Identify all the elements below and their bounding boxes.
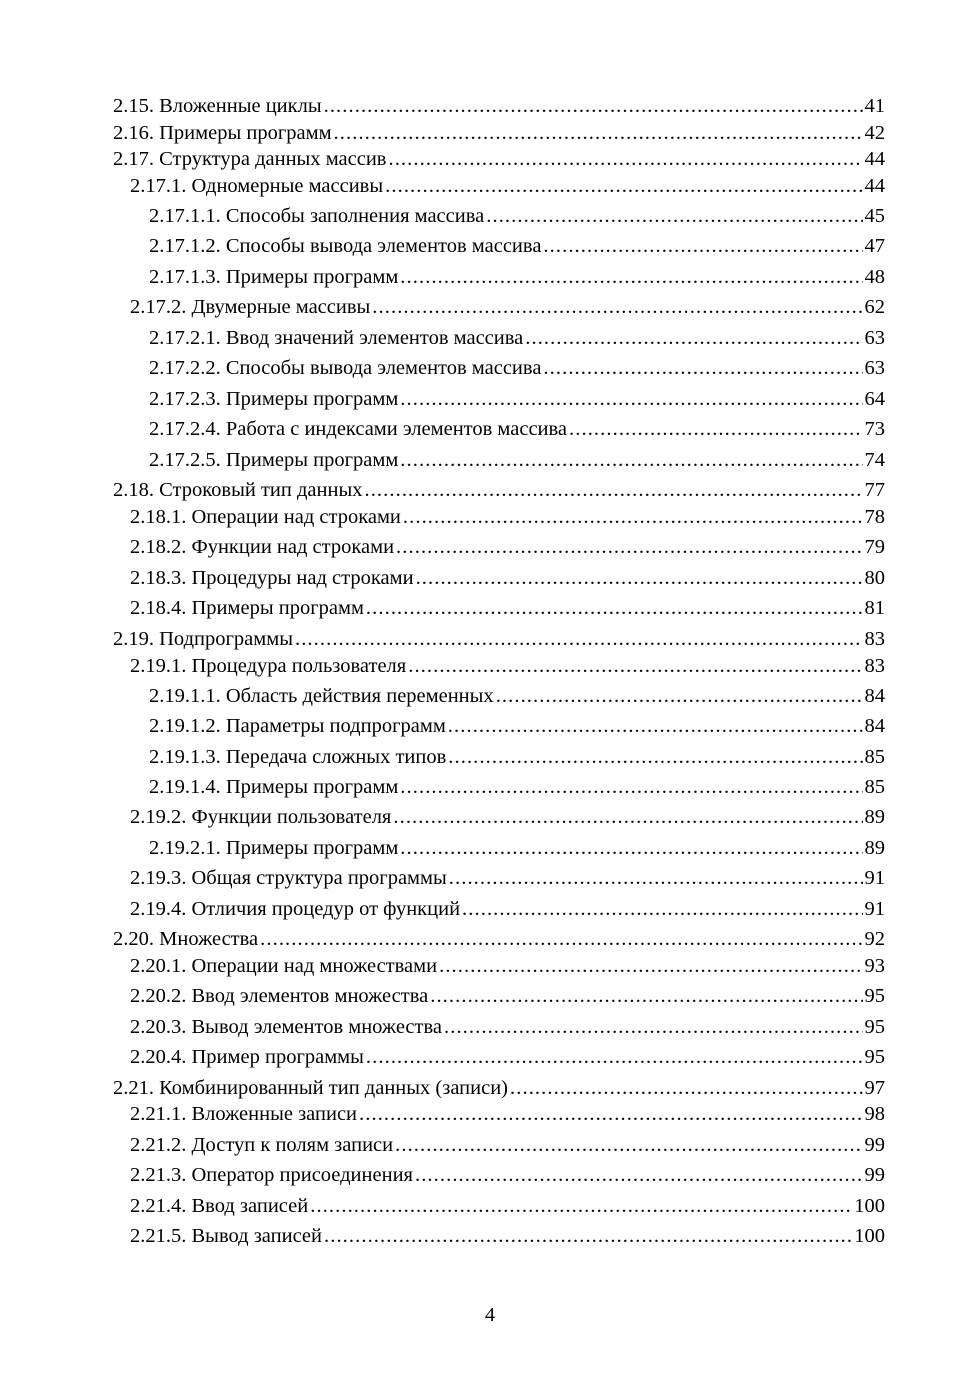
toc-dot-leader xyxy=(366,596,863,620)
toc-entry-title: 2.17.2.4. Работа с индексами элементов массива xyxy=(149,418,568,440)
toc-entry-title: 2.16. Примеры программ xyxy=(113,122,332,144)
toc-entry-title: 2.20.2. Ввод элементов множества xyxy=(130,985,429,1007)
toc-dot-leader xyxy=(393,805,862,829)
toc-dot-leader xyxy=(310,1194,852,1218)
toc-entry-title: 2.20.1. Операции над множествами xyxy=(130,955,438,977)
toc-dot-leader xyxy=(462,897,862,921)
toc-dot-leader xyxy=(366,1045,863,1069)
toc-entry-page: 83 xyxy=(864,655,885,677)
toc-dot-leader xyxy=(449,866,863,890)
toc-dot-leader xyxy=(400,265,862,289)
toc-entry-title: 2.18.3. Процедуры над строками xyxy=(130,567,414,589)
toc-entry-page: 74 xyxy=(864,449,885,471)
toc-entry-page: 44 xyxy=(864,175,885,197)
toc-entry-title: 2.15. Вложенные циклы xyxy=(113,95,322,117)
toc-dot-leader xyxy=(364,478,862,502)
toc-entry-page: 47 xyxy=(864,235,885,257)
toc-entry-title: 2.20.3. Вывод элементов множества xyxy=(130,1016,442,1038)
toc-dot-leader xyxy=(324,94,863,118)
page-number: 4 xyxy=(484,1304,496,1326)
toc-entry-title: 2.18. Строковый тип данных xyxy=(113,479,363,501)
toc-entry-page: 89 xyxy=(864,837,885,859)
toc-entry[interactable] xyxy=(130,174,885,198)
toc-entry[interactable] xyxy=(149,204,885,228)
toc-entry-title: 2.20. Множества xyxy=(113,928,259,950)
toc-entry-title: 2.17.2.3. Примеры программ xyxy=(149,388,399,410)
toc-entry-page: 81 xyxy=(864,597,885,619)
toc-entry-title: 2.17. Структура данных массив xyxy=(113,148,387,170)
toc-entry-page: 63 xyxy=(864,357,885,379)
toc-dot-leader xyxy=(444,1015,863,1039)
toc-entry[interactable] xyxy=(130,866,885,890)
toc-entry[interactable] xyxy=(130,1133,885,1157)
toc-entry-title: 2.21.4. Ввод записей xyxy=(130,1195,309,1217)
toc-dot-leader xyxy=(525,326,862,350)
toc-dot-leader xyxy=(448,714,863,738)
toc-dot-leader xyxy=(395,1133,862,1157)
toc-dot-leader xyxy=(334,121,863,145)
toc-dot-leader xyxy=(400,448,862,472)
toc-entry[interactable] xyxy=(149,417,885,441)
toc-entry[interactable] xyxy=(113,627,885,651)
toc-entry[interactable] xyxy=(130,295,885,319)
toc-entry-page: 95 xyxy=(864,985,885,1007)
toc-dot-leader xyxy=(400,387,862,411)
toc-entry[interactable] xyxy=(130,897,885,921)
toc-entry-page: 45 xyxy=(864,205,885,227)
toc-entry[interactable] xyxy=(149,714,885,738)
toc-dot-leader xyxy=(359,1102,862,1126)
toc-entry[interactable] xyxy=(113,927,885,951)
toc-entry-page: 95 xyxy=(864,1046,885,1068)
toc-entry[interactable] xyxy=(130,1163,885,1187)
toc-entry-title: 2.19.1.4. Примеры программ xyxy=(149,776,399,798)
toc-entry-title: 2.20.4. Пример программы xyxy=(130,1046,364,1068)
toc-entry-title: 2.19.1. Процедура пользователя xyxy=(130,655,407,677)
toc-dot-leader xyxy=(324,1224,852,1248)
toc-entry[interactable] xyxy=(113,121,885,145)
toc-entry-page: 64 xyxy=(864,388,885,410)
toc-dot-leader xyxy=(400,775,862,799)
toc-entry-page: 100 xyxy=(854,1225,885,1247)
toc-entry-page: 80 xyxy=(864,567,885,589)
toc-dot-leader xyxy=(260,927,862,951)
toc-entry-title: 2.19.4. Отличия процедур от функций xyxy=(130,898,461,920)
toc-dot-leader xyxy=(430,984,862,1008)
toc-entry-title: 2.19.1.3. Передача сложных типов xyxy=(149,746,447,768)
toc-dot-leader xyxy=(385,174,862,198)
toc-entry-page: 84 xyxy=(864,715,885,737)
toc-entry-page: 63 xyxy=(864,327,885,349)
toc-dot-leader xyxy=(416,566,863,590)
toc-entry-page: 83 xyxy=(864,628,885,650)
toc-entry[interactable] xyxy=(130,654,885,678)
toc-entry[interactable] xyxy=(130,505,885,529)
toc-entry[interactable] xyxy=(130,535,885,559)
toc-entry[interactable] xyxy=(130,984,885,1008)
toc-dot-leader xyxy=(408,654,862,678)
toc-entry[interactable] xyxy=(130,596,885,620)
toc-entry-page: 85 xyxy=(864,746,885,768)
toc-entry-page: 85 xyxy=(864,776,885,798)
toc-entry[interactable] xyxy=(113,1076,885,1100)
toc-entry-title: 2.17.1.3. Примеры программ xyxy=(149,266,399,288)
toc-entry-page: 79 xyxy=(864,536,885,558)
toc-entry-page: 84 xyxy=(864,685,885,707)
toc-entry-page: 62 xyxy=(864,296,885,318)
toc-entry-page: 99 xyxy=(864,1134,885,1156)
toc-entry[interactable] xyxy=(149,265,885,289)
toc-entry-title: 2.19.1.2. Параметры подпрограмм xyxy=(149,715,446,737)
toc-entry[interactable] xyxy=(130,566,885,590)
toc-entry-title: 2.21.3. Оператор присоединения xyxy=(130,1164,413,1186)
toc-dot-leader xyxy=(400,836,862,860)
toc-entry[interactable] xyxy=(130,1194,885,1218)
toc-entry-page: 99 xyxy=(864,1164,885,1186)
toc-entry[interactable] xyxy=(113,147,885,171)
toc-dot-leader xyxy=(510,1076,862,1100)
toc-entry[interactable] xyxy=(130,805,885,829)
toc-entry[interactable] xyxy=(130,1015,885,1039)
toc-entry-title: 2.21. Комбинированный тип данных (записи) xyxy=(113,1077,509,1099)
toc-entry-page: 97 xyxy=(864,1077,885,1099)
toc-entry-title: 2.19.2. Функции пользователя xyxy=(130,806,392,828)
toc-entry[interactable] xyxy=(130,954,885,978)
toc-entry-title: 2.17.2.2. Способы вывода элементов массива xyxy=(149,357,542,379)
toc-entry-title: 2.19. Подпрограммы xyxy=(113,628,293,650)
toc-entry-page: 89 xyxy=(864,806,885,828)
toc-entry-page: 73 xyxy=(864,418,885,440)
toc-entry[interactable] xyxy=(149,326,885,350)
toc-entry-page: 77 xyxy=(864,479,885,501)
toc-entry-page: 91 xyxy=(864,898,885,920)
toc-entry[interactable] xyxy=(149,387,885,411)
toc-dot-leader xyxy=(403,505,863,529)
toc-entry-page: 95 xyxy=(864,1016,885,1038)
toc-dot-leader xyxy=(569,417,862,441)
toc-entry-title: 2.17.2. Двумерные массивы xyxy=(130,296,371,318)
toc-entry[interactable] xyxy=(130,1224,885,1248)
toc-dot-leader xyxy=(372,295,862,319)
toc-entry-title: 2.21.5. Вывод записей xyxy=(130,1225,322,1247)
toc-entry-page: 98 xyxy=(864,1103,885,1125)
toc-entry-title: 2.19.1.1. Область действия переменных xyxy=(149,685,494,707)
toc-dot-leader xyxy=(439,954,862,978)
toc-dot-leader xyxy=(543,356,862,380)
toc-entry[interactable] xyxy=(149,775,885,799)
toc-entry[interactable] xyxy=(149,745,885,769)
toc-entry[interactable] xyxy=(149,356,885,380)
toc-entry-title: 2.17.2.5. Примеры программ xyxy=(149,449,399,471)
toc-entry[interactable] xyxy=(149,234,885,258)
toc-dot-leader xyxy=(448,745,862,769)
toc-entry[interactable] xyxy=(113,94,885,118)
toc-entry-title: 2.17.1. Одномерные массивы xyxy=(130,175,384,197)
toc-dot-leader xyxy=(543,234,862,258)
toc-entry-title: 2.18.1. Операции над строками xyxy=(130,506,401,528)
toc-entry-page: 100 xyxy=(854,1195,885,1217)
toc-entry-title: 2.21.1. Вложенные записи xyxy=(130,1103,358,1125)
toc-dot-leader xyxy=(415,1163,863,1187)
toc-entry-page: 92 xyxy=(864,928,885,950)
toc-entry[interactable] xyxy=(130,1045,885,1069)
toc-entry-title: 2.18.2. Функции над строками xyxy=(130,536,395,558)
toc-entry[interactable] xyxy=(130,1102,885,1126)
toc-dot-leader xyxy=(388,147,862,171)
toc-entry-page: 91 xyxy=(864,867,885,889)
toc-entry-page: 44 xyxy=(864,148,885,170)
toc-entry-title: 2.21.2. Доступ к полям записи xyxy=(130,1134,394,1156)
toc-entry-title: 2.17.2.1. Ввод значений элементов массива xyxy=(149,327,524,349)
toc-dot-leader xyxy=(486,204,862,228)
toc-entry-page: 78 xyxy=(864,506,885,528)
toc-entry-title: 2.19.2.1. Примеры программ xyxy=(149,837,399,859)
toc-entry-title: 2.17.1.1. Способы заполнения массива xyxy=(149,205,485,227)
toc-entry-title: 2.19.3. Общая структура программы xyxy=(130,867,447,889)
toc-entry-page: 41 xyxy=(864,95,885,117)
toc-entry-title: 2.18.4. Примеры программ xyxy=(130,597,364,619)
toc-entry-page: 48 xyxy=(864,266,885,288)
toc-dot-leader xyxy=(396,535,862,559)
toc-entry-title: 2.17.1.2. Способы вывода элементов массива xyxy=(149,235,542,257)
toc-dot-leader xyxy=(496,684,863,708)
toc-entry[interactable] xyxy=(149,448,885,472)
toc-dot-leader xyxy=(295,627,863,651)
toc-entry[interactable] xyxy=(149,684,885,708)
toc-entry[interactable] xyxy=(113,478,885,502)
toc-entry[interactable] xyxy=(149,836,885,860)
toc-entry-page: 42 xyxy=(864,122,885,144)
toc-entry-page: 93 xyxy=(864,955,885,977)
